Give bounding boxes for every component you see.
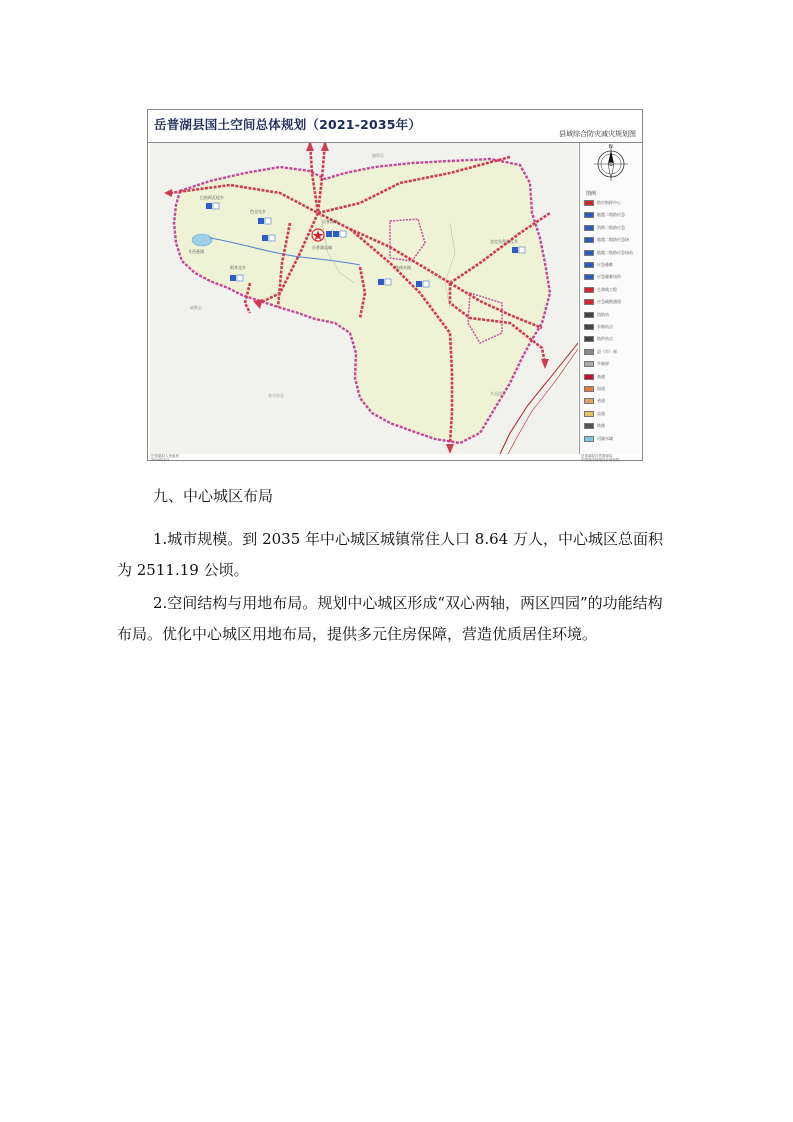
- legend-item: [584, 249, 642, 257]
- place-label: 巴依阿瓦提乡: [200, 195, 224, 200]
- legend-swatch: [584, 423, 594, 429]
- place-label: 也克先拜巴扎乡: [490, 239, 518, 244]
- legend-swatch: [584, 237, 594, 243]
- county-label: 疏勒县: [190, 305, 202, 310]
- section-heading: 九、中心城区布局: [153, 487, 274, 505]
- footer-text: 2024年3月: [151, 458, 170, 462]
- legend-item: [584, 323, 642, 331]
- legend-swatch: [584, 212, 594, 218]
- legend-label: 地震二级防应急场: [597, 237, 629, 243]
- legend-label: 应急疏散通道: [597, 299, 621, 305]
- legend-label: 河湖水域: [597, 435, 613, 441]
- place-label: 艾西曼湖: [188, 249, 204, 254]
- command-center-marker: [312, 229, 324, 241]
- legend-item: [584, 286, 642, 294]
- legend-item: [584, 311, 642, 319]
- place-label: 铁热木镇: [395, 265, 411, 270]
- legend-swatch: [584, 398, 594, 404]
- legend-item: [584, 397, 642, 405]
- north-arrow: [580, 143, 642, 187]
- map-footer-right: [581, 454, 620, 462]
- footer-text: 岳普湖县自然资源局: [581, 454, 613, 458]
- legend-swatch: [584, 411, 594, 417]
- planning-map-figure: [147, 109, 643, 461]
- legend-label: 高速: [597, 373, 605, 379]
- legend-label: 乡镇站点: [597, 324, 613, 329]
- legend-item: [584, 422, 642, 430]
- place-label: 色也克乡: [250, 209, 266, 214]
- place-label: 岳普湖县城: [312, 245, 332, 250]
- legend-label: 消防站: [597, 311, 609, 317]
- legend-swatch: [584, 349, 594, 355]
- map-subtitle: 县域综合防灾减灾规划图: [559, 130, 636, 138]
- legend-swatch: [584, 225, 594, 231]
- legend-swatch: [584, 436, 594, 442]
- legend-item: [584, 360, 642, 368]
- legend-item: [584, 410, 642, 418]
- legend-swatch: [584, 361, 594, 367]
- legend-swatch: [584, 287, 594, 293]
- legend-label: 省道: [597, 398, 605, 404]
- legend-item: [584, 435, 642, 443]
- legend-item: [584, 298, 642, 306]
- legend-item: [584, 385, 642, 393]
- legend-item: [584, 335, 642, 343]
- legend-label: 地震二级防应急: [597, 212, 625, 218]
- legend-item: [584, 236, 642, 244]
- legend-label: 生命线工程: [597, 286, 617, 292]
- legend-swatch: [584, 299, 594, 305]
- legend-label: 乡镇界: [597, 361, 609, 367]
- legend-swatch: [584, 274, 594, 280]
- map-canvas: [150, 143, 578, 454]
- map-legend: [579, 143, 642, 454]
- legend-item: [584, 348, 642, 356]
- lake: [192, 234, 212, 246]
- legend-swatch: [584, 312, 594, 318]
- legend-swatch: [584, 200, 594, 206]
- footer-text: 中国城市规划设计研究院: [581, 458, 620, 462]
- legend-item: [584, 211, 642, 219]
- legend-swatch: [584, 324, 594, 330]
- map-header: [148, 110, 642, 143]
- legend-item: [584, 199, 642, 207]
- legend-label: 应急避难: [597, 262, 613, 267]
- legend-label: 应急避难场所: [597, 274, 621, 280]
- legend-swatch: [584, 250, 594, 256]
- county-label: 麦盖提县: [490, 391, 506, 396]
- legend-swatch: [584, 386, 594, 392]
- legend-label: 铁路: [597, 423, 605, 429]
- county-label: 伽师县: [372, 153, 384, 158]
- legend-label: 消防二级防应急: [597, 224, 625, 230]
- legend-item: [584, 273, 642, 281]
- legend-label: 地震二级防应急场站: [597, 249, 633, 255]
- legend-item: [584, 373, 642, 381]
- legend-item: [584, 224, 642, 232]
- legend-swatch: [584, 262, 594, 268]
- map-svg: [150, 143, 578, 454]
- place-label: 岳普湖镇: [322, 219, 338, 224]
- body-paragraph: 2.空间结构与用地布局。规划中心城区形成“双心两轴，两区四园”的功能结构布局。优化中心城区用地布局，提供多元住房保障，营造优质居住环境。: [117, 594, 663, 643]
- svg-text:N: N: [609, 144, 613, 150]
- place-label: 阿其克乡: [230, 265, 246, 270]
- legend-label: 防洪站点: [597, 336, 613, 342]
- legend-label: 国道: [597, 386, 605, 391]
- legend-label: 县（市）界: [597, 348, 617, 354]
- footer-text: 岳普湖县人民政府: [151, 454, 179, 458]
- legend-label: 县道: [597, 410, 605, 416]
- legend-swatch: [584, 336, 594, 342]
- legend-swatch: [584, 374, 594, 380]
- legend-title: 图例: [586, 191, 597, 197]
- legend-label: 防灾指挥中心: [597, 200, 621, 205]
- legend-item: [584, 261, 642, 269]
- map-title: 岳普湖县国土空间总体规划（2021-2035年）: [154, 117, 422, 132]
- map-footer-left: [151, 454, 179, 462]
- body-paragraph: 1.城市规模。到 2035 年中心城区城镇常住人口 8.64 万人，中心城区总面积为 2511.19 公顷。: [117, 530, 663, 579]
- county-label: 英吉沙县: [268, 393, 284, 398]
